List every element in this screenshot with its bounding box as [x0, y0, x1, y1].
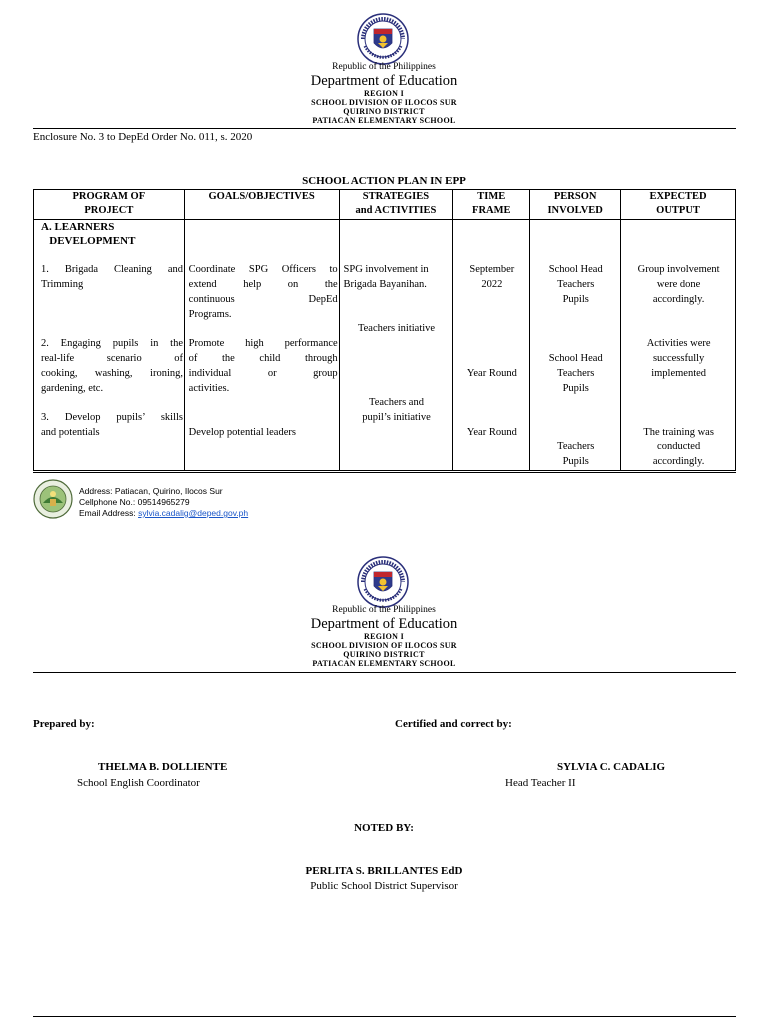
program-item-2-cont: gardening, etc. — [41, 383, 104, 394]
program-item-2: 2. Engaging pupils in the — [41, 338, 183, 349]
enclosure-note: Enclosure No. 3 to DepEd Order No. 011, s. 2020 — [33, 131, 253, 143]
district-label: QUIRINO DISTRICT — [343, 650, 425, 659]
output-item-2: Activities were — [646, 338, 711, 349]
goal-item-1-cont: continuous DepEd — [188, 294, 338, 305]
department-title: Department of Education — [310, 73, 458, 89]
output-item-1: Group involvement — [637, 264, 720, 275]
output-item-3: The training was — [643, 427, 714, 438]
certified-by-label: Certified and correct by: — [395, 718, 512, 730]
noted-name: PERLITA S. BRILLANTES EdD — [305, 865, 463, 877]
person-item-3: Teachers — [557, 441, 595, 452]
output-item-1-cont: accordingly. — [652, 294, 705, 305]
certified-name: SYLVIA C. CADALIG — [557, 761, 666, 773]
prepared-title: School English Coordinator — [77, 777, 200, 789]
person-involved-cell — [530, 220, 621, 471]
certified-title: Head Teacher II — [505, 777, 576, 789]
plan-title: SCHOOL ACTION PLAN IN EPP — [302, 175, 466, 187]
strategy-item-3-cont: pupil’s initiative — [362, 412, 431, 423]
strategy-item-1-cont: Brigada Bayanihan. — [343, 279, 427, 290]
output-item-3-cont: accordingly. — [652, 456, 705, 467]
noted-title: Public School District Supervisor — [310, 880, 458, 892]
goal-item-3: Develop potential leaders — [188, 427, 296, 438]
department-title: Department of Education — [310, 616, 458, 632]
division-label: SCHOOL DIVISION OF ILOCOS SUR — [311, 641, 457, 650]
expected-output-cell — [621, 220, 736, 471]
goal-item-1: Coordinate SPG Officers to — [188, 264, 338, 275]
program-item-2-cont: cooking, washing, ironing, — [41, 368, 183, 379]
time-frame-cell — [453, 220, 530, 471]
header-program: PROGRAM OF PROJECT — [34, 190, 185, 220]
footer-email-line — [79, 508, 248, 519]
bottom-divider — [33, 1016, 736, 1017]
person-item-2-cont: Teachers — [557, 368, 595, 379]
program-item-3-cont: and potentials — [41, 427, 100, 438]
district-label: QUIRINO DISTRICT — [343, 107, 425, 116]
table-row — [34, 220, 736, 471]
action-plan-table — [33, 189, 736, 471]
school-label: PATIACAN ELEMENTARY SCHOOL — [312, 116, 456, 125]
output-item-1-cont: were done — [656, 279, 701, 290]
school-label: PATIACAN ELEMENTARY SCHOOL — [312, 659, 456, 668]
time-item-2: Year Round — [466, 368, 517, 379]
header-strategies: STRATEGIES and ACTIVITIES — [339, 190, 453, 220]
footer-address: Address: Patiacan, Quirino, Ilocos Sur — [79, 486, 223, 496]
header-person-involved: PERSON INVOLVED — [530, 190, 621, 220]
goal-item-2-cont: activities. — [188, 383, 230, 394]
deped-seal-icon — [357, 556, 409, 608]
republic-label: Republic of the Philippines — [332, 605, 436, 615]
goals-cell — [184, 220, 339, 471]
republic-label: Republic of the Philippines — [332, 62, 436, 72]
goal-item-2-cont: individual or group — [188, 368, 338, 379]
header-divider — [33, 672, 736, 673]
time-item-3: Year Round — [466, 427, 517, 438]
person-item-3-cont: Pupils — [562, 456, 589, 467]
deped-seal-icon — [357, 13, 409, 65]
header-expected-output: EXPECTED OUTPUT — [621, 190, 736, 220]
strategy-item-2: Teachers initiative — [357, 323, 436, 334]
region-label: REGION I — [364, 632, 404, 641]
time-item-1-cont: 2022 — [481, 279, 503, 290]
time-item-1: September — [469, 264, 515, 275]
header-goals: GOALS/OBJECTIVES — [184, 190, 339, 220]
program-item-1-cont: Trimming — [41, 279, 84, 290]
strategy-item-1: SPG involvement in — [343, 264, 429, 275]
division-label: SCHOOL DIVISION OF ILOCOS SUR — [311, 98, 457, 107]
program-item-1: 1. Brigada Cleaning and — [41, 264, 183, 275]
person-item-1-cont: Pupils — [562, 294, 589, 305]
program-item-2-cont: real-life scenario of — [41, 353, 183, 364]
footer-cellphone: Cellphone No.: 09514965279 — [79, 497, 190, 507]
goal-item-1-cont: Programs. — [188, 309, 232, 320]
header-divider — [33, 128, 736, 129]
email-label: Email Address: — [79, 508, 139, 518]
person-item-2-cont: Pupils — [562, 383, 589, 394]
program-cell — [34, 220, 185, 471]
goal-item-1-cont: extend help on the — [188, 279, 338, 290]
output-item-2-cont: implemented — [651, 368, 707, 379]
goal-item-2-cont: of the child through — [188, 353, 338, 364]
output-item-2-cont: successfully — [652, 353, 705, 364]
strategies-cell — [339, 220, 453, 471]
strategy-item-3: Teachers and — [369, 397, 424, 408]
region-label: REGION I — [364, 89, 404, 98]
person-item-1: School Head — [548, 264, 603, 275]
program-item-3: 3. Develop pupils’ skills — [41, 412, 183, 423]
school-logo-icon — [33, 479, 73, 519]
prepared-by-label: Prepared by: — [33, 718, 95, 730]
goal-item-2: Promote high performance — [188, 338, 338, 349]
header-time-frame: TIME FRAME — [453, 190, 530, 220]
section-title: A. LEARNERS DEVELOPMENT — [41, 221, 136, 247]
output-item-3-cont: conducted — [657, 441, 701, 452]
footer-divider — [33, 472, 736, 473]
person-item-2: School Head — [548, 353, 603, 364]
noted-by-label: NOTED BY: — [354, 822, 414, 834]
table-header-row — [34, 190, 736, 220]
person-item-1-cont: Teachers — [557, 279, 595, 290]
email-link[interactable]: sylvia.cadalig@deped.gov.ph — [138, 508, 249, 518]
prepared-name: THELMA B. DOLLIENTE — [98, 761, 228, 773]
